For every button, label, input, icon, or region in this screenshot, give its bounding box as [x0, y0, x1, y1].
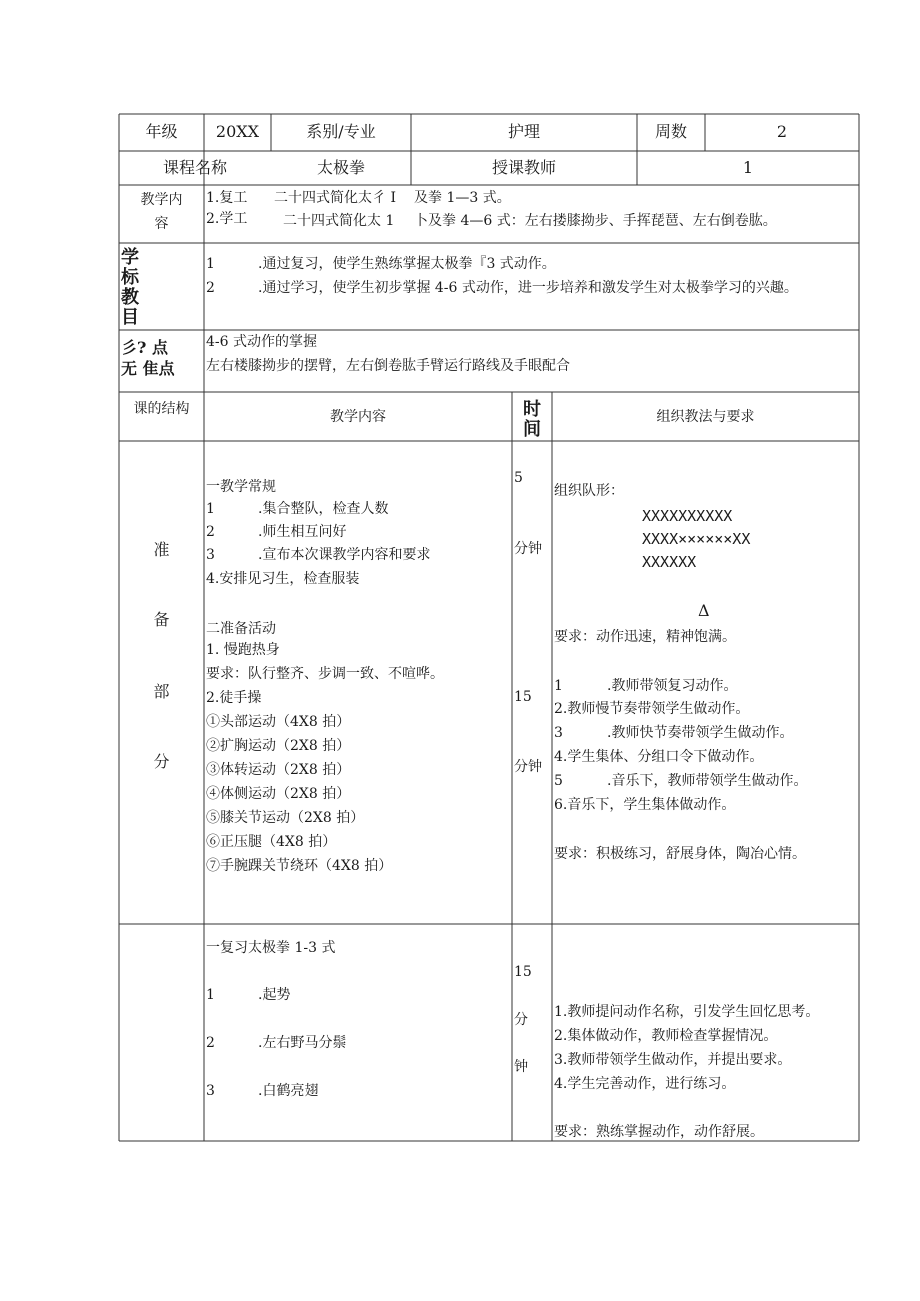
- warmup-line: ⑤膝关节运动（2X8 拍）: [206, 810, 365, 826]
- prep-time-2-num: 15: [514, 689, 532, 705]
- formation-row: XXXXXX: [642, 553, 697, 571]
- review-item-3-text: .白鹤亮翅: [258, 1083, 319, 1099]
- warmup-line: ③体转运动（2X8 拍）: [206, 762, 351, 778]
- grade-value: 20XX: [215, 122, 260, 141]
- method-5-num: 5: [554, 773, 563, 789]
- review-item-2-text: .左右野马分鬃: [258, 1035, 347, 1051]
- goal-1-num: 1: [206, 256, 215, 272]
- warmup-line: ①头部运动（4X8 拍）: [206, 714, 351, 730]
- goal-2-text: .通过学习，使学生初步掌握 4-6 式动作，进一步培养和激发学生对太极拳学习的兴趣。: [258, 280, 798, 296]
- review-method-2: 2.集体做动作，教师检查掌握情况。: [554, 1028, 778, 1044]
- keypoints-label-line2: 无 隹点: [121, 359, 175, 378]
- warmup-line: 1. 慢跑热身: [206, 642, 280, 658]
- routine-title: 一教学常规: [206, 479, 276, 495]
- content-label-line2: 容: [154, 216, 169, 232]
- dept-value: 护理: [507, 122, 540, 141]
- review-item-1-num: 1: [206, 987, 215, 1003]
- review-requirement: 要求：熟练掌握动作，动作舒展。: [554, 1124, 764, 1140]
- structure-col1-header: 课的结构: [133, 401, 190, 417]
- review-item-2-num: 2: [206, 1035, 215, 1051]
- goals-label-2: 标: [121, 267, 139, 288]
- routine-item-1-text: .集合整队，检查人数: [258, 501, 389, 517]
- goal-1-text: .通过复习，使学生熟练掌握太极拳『3 式动作。: [258, 256, 556, 272]
- content-label-line1: 教学内: [140, 192, 183, 208]
- review-time-unit-2: 钟: [514, 1059, 528, 1075]
- prep-label-3: 部: [153, 682, 170, 701]
- teacher-position-mark: Δ: [698, 601, 710, 620]
- structure-col2-header: 教学内容: [330, 409, 386, 425]
- routine-item-1-num: 1: [206, 501, 215, 517]
- formation-row: XXXXXXXXXX: [642, 507, 733, 525]
- warmup-line: ②扩胸运动（2X8 拍）: [206, 738, 351, 754]
- prep-time-2-unit: 分钟: [514, 759, 542, 775]
- content-item2-c: 卜及拳 4—6 式：左右搂膝拗步、手挥琵琶、左右倒卷肱。: [414, 213, 777, 229]
- routine-item-4: 4.安排见习生，检查服装: [206, 571, 360, 587]
- content-item1-a: 1.复工: [206, 190, 248, 206]
- prep-label-4: 分: [153, 752, 170, 771]
- routine-item-2-text: .师生相互问好: [258, 524, 347, 540]
- review-time-unit-1: 分: [514, 1012, 528, 1028]
- prep-requirement-2: 要求：积极练习，舒展身体，陶冶心情。: [554, 846, 806, 862]
- goals-label-1: 学: [121, 247, 139, 268]
- method-3-text: .教师快节奏带领学生做动作。: [607, 725, 794, 741]
- content-item1-b: 二十四式简化太彳 I: [274, 190, 396, 206]
- method-2-text: 2.教师慢节奏带领学生做动作。: [554, 701, 750, 717]
- teacher-label: 授课教师: [491, 158, 556, 177]
- warmup-title: 二准备活动: [206, 621, 276, 637]
- teacher-value: 1: [742, 158, 754, 177]
- course-label: 课程名称: [162, 158, 227, 177]
- method-6-text: 6.音乐下，学生集体做动作。: [554, 797, 736, 813]
- review-method-4: 4.学生完善动作，进行练习。: [554, 1076, 736, 1092]
- week-value: 2: [776, 122, 788, 141]
- review-title: 一复习太极拳 1-3 式: [206, 940, 336, 956]
- warmup-line: ⑥正压腿（4X8 拍）: [206, 834, 337, 850]
- keypoints-label-line1: 彡? 点: [121, 338, 168, 357]
- goal-2-num: 2: [206, 280, 215, 296]
- goals-label-3: 教: [121, 287, 139, 308]
- method-3-num: 3: [554, 725, 563, 741]
- key-point: 4-6 式动作的掌握: [206, 334, 317, 350]
- routine-item-2-num: 2: [206, 524, 215, 540]
- routine-item-3-num: 3: [206, 547, 215, 563]
- grade-label: 年级: [145, 122, 178, 141]
- course-value: 太极拳: [316, 158, 365, 177]
- goals-label-4: 目: [121, 307, 139, 328]
- method-1-text: .教师带领复习动作。: [607, 678, 738, 694]
- difficult-point: 左右楼膝拗步的摆臂，左右倒卷肱手臂运行路线及手眼配合: [206, 358, 570, 374]
- structure-col3-header-line1: 时: [523, 399, 541, 420]
- prep-time-1-num: 5: [514, 470, 523, 486]
- prep-label-1: 准: [153, 540, 170, 559]
- method-4-text: 4.学生集体、分组口令下做动作。: [554, 749, 764, 765]
- warmup-line: 2.徒手操: [206, 690, 262, 706]
- review-method-3: 3.教师带领学生做动作，并提出要求。: [554, 1052, 792, 1068]
- method-5-text: .音乐下，教师带领学生做动作。: [607, 773, 808, 789]
- content-item1-c: 及拳 1—3 式。: [414, 190, 511, 206]
- formation-diagram: [642, 505, 750, 574]
- structure-col3-header-line2: 间: [523, 419, 541, 440]
- review-item-1-text: .起势: [258, 987, 291, 1003]
- prep-time-1-unit: 分钟: [514, 541, 542, 557]
- content-item2-b: 二十四式简化太 1: [283, 213, 395, 229]
- prep-label-2: 备: [153, 610, 170, 629]
- review-time-num: 15: [514, 964, 532, 980]
- review-item-3-num: 3: [206, 1083, 215, 1099]
- prep-requirement-1: 要求：动作迅速，精神饱满。: [554, 629, 736, 645]
- warmup-line: ⑦手腕踝关节绕环（4X8 拍）: [206, 858, 393, 874]
- formation-title: 组织队形：: [554, 483, 624, 499]
- content-item2-a: 2.学工: [206, 211, 248, 227]
- routine-item-3-text: .宣布本次课教学内容和要求: [258, 547, 431, 563]
- warmup-line: 要求：队行整齐、步调一致、不喧哗。: [206, 666, 444, 682]
- review-method-1: 1.教师提问动作名称，引发学生回忆思考。: [554, 1004, 820, 1020]
- formation-row: XXXX××××××XX: [642, 530, 751, 548]
- method-1-num: 1: [554, 678, 563, 694]
- week-label: 周数: [654, 122, 687, 141]
- warmup-list: [206, 638, 444, 878]
- dept-label: 系别/专业: [306, 122, 376, 141]
- warmup-line: ④体侧运动（2X8 拍）: [206, 786, 351, 802]
- structure-col4-header: 组织教法与要求: [656, 409, 755, 425]
